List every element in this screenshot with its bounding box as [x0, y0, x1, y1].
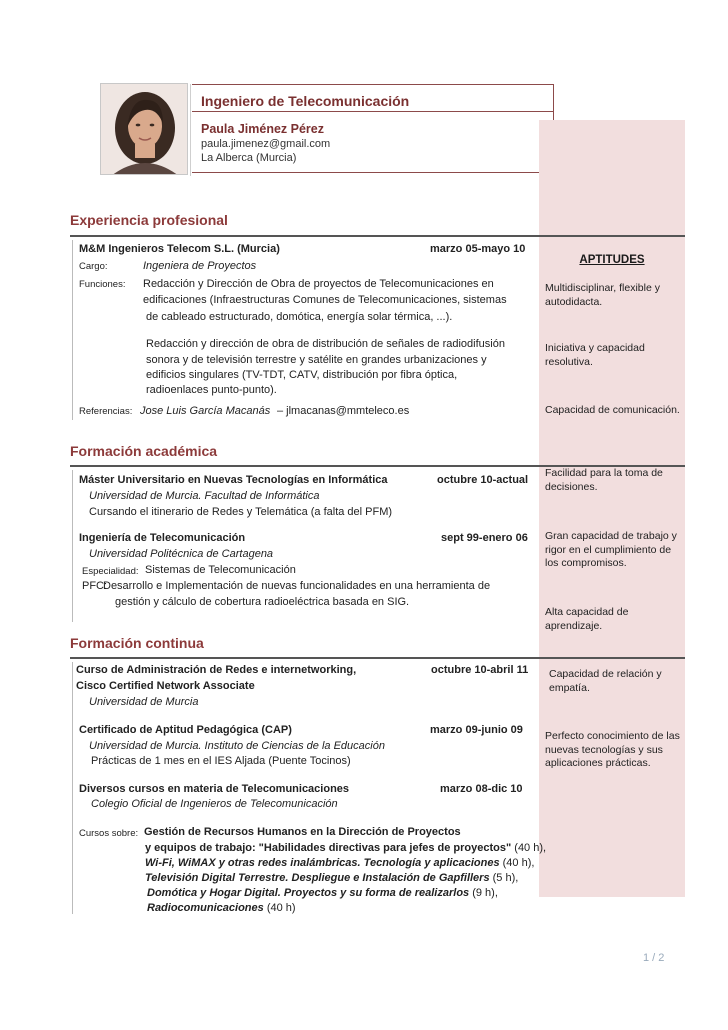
specialty-value: Sistemas de Telecomunicación	[145, 564, 296, 576]
course-item: Gestión de Recursos Humanos en la Dirección de Proyectos	[144, 826, 461, 838]
section-rule	[70, 465, 685, 467]
cargo-value: Ingeniera de Proyectos	[143, 260, 257, 272]
course-hours: (40 h),	[514, 842, 547, 854]
pfc-line: gestión y cálculo de cobertura radioeléctrica basada en SIG.	[115, 596, 410, 608]
course-hours: (9 h),	[472, 887, 498, 899]
funciones-line: Redacción y dirección de obra de distribución de señales de radiodifusión	[146, 338, 505, 350]
course-item	[147, 902, 296, 914]
telecom-courses-dates: marzo 08-dic 10	[440, 783, 523, 795]
funciones-line: edificios singulares (TV-TDT, CATV, distribución por fibra óptica,	[146, 369, 458, 381]
email-address[interactable]: paula.jimenez@gmail.com	[201, 138, 331, 150]
profile-photo	[100, 83, 188, 175]
course-name: Wi-Fi, WiMAX y otras redes inalámbricas. Tecnología y aplicaciones	[145, 857, 500, 869]
cap-school: Universidad de Murcia. Instituto de Ciencias de la Educación	[89, 740, 385, 752]
section-title-experience: Experiencia profesional	[70, 212, 228, 228]
engineering-title: Ingeniería de Telecomunicación	[79, 532, 246, 544]
aptitude-item: Capacidad de relación y empatía.	[549, 668, 662, 694]
pfc-line: Desarrollo e Implementación de nuevas funcionalidades en una herramienta de	[103, 580, 491, 592]
telecom-courses-school: Colegio Oficial de Ingenieros de Telecomunicación	[91, 798, 338, 810]
course-item	[145, 872, 518, 884]
company-name: M&M Ingenieros Telecom S.L. (Murcia)	[79, 243, 280, 255]
engineering-school: Universidad Politécnica de Cartagena	[89, 548, 274, 560]
telecom-courses-title: Diversos cursos en materia de Telecomunicaciones	[79, 783, 350, 795]
cursos-label: Cursos sobre:	[79, 828, 139, 839]
funciones-label: Funciones:	[79, 279, 126, 290]
funciones-line: sonora y de televisión terrestre y satélite en grandes urbanizaciones y	[146, 354, 487, 366]
funciones-line: de cableado estructurado, domótica, energía solar térmica, ...).	[146, 311, 453, 323]
course-name: y equipos de trabajo: "Habilidades directivas para jefes de proyectos"	[145, 842, 512, 854]
aptitude-item: Iniciativa y capacidad resolutiva.	[545, 342, 645, 368]
header-divider	[190, 84, 191, 176]
ccna-title: Curso de Administración de Redes e internetworking,	[76, 664, 357, 676]
funciones-line: edificaciones (Infraestructuras Comunes de Telecomunicaciones, sistemas	[143, 294, 507, 306]
cargo-label: Cargo:	[79, 261, 108, 272]
ccna-school: Universidad de Murcia	[89, 696, 199, 708]
aptitude-item: Facilidad para la toma de decisiones.	[545, 467, 663, 493]
aptitude-item: Gran capacidad de trabajo y rigor en el cumplimiento de los compromisos.	[545, 530, 677, 569]
referencias-label: Referencias:	[79, 406, 133, 417]
ccna-title-line2: Cisco Certified Network Associate	[76, 680, 255, 692]
course-hours: (40 h)	[266, 902, 296, 914]
section-rule	[70, 657, 685, 659]
master-school: Universidad de Murcia. Facultad de Informática	[89, 490, 320, 502]
aptitude-item: Multidisciplinar, flexible y autodidacta.	[545, 282, 660, 308]
funciones-line: Redacción y Dirección de Obra de proyectos de Telecomunicaciones en	[143, 278, 494, 290]
specialty-label: Especialidad:	[82, 566, 139, 577]
course-name: Radiocomunicaciones	[147, 902, 264, 914]
referencias-name: Jose Luis García Macanás	[140, 405, 271, 417]
funciones-line: radioenlaces punto-punto).	[146, 384, 277, 396]
section-vertical-line	[72, 470, 73, 622]
master-note: Cursando el itinerario de Redes y Telemática (a falta del PFM)	[89, 506, 393, 518]
cap-dates: marzo 09-junio 09	[430, 724, 523, 736]
master-dates: octubre 10-actual	[437, 474, 529, 486]
course-item	[147, 887, 498, 899]
ccna-dates: octubre 10-abril 11	[431, 664, 529, 676]
course-hours: (40 h),	[502, 857, 535, 869]
course-name: Televisión Digital Terrestre. Despliegue e Instalación de Gapfillers	[145, 872, 490, 884]
section-title-education: Formación académica	[70, 443, 218, 459]
location: La Alberca (Murcia)	[201, 152, 297, 164]
job-title: Ingeniero de Telecomunicación	[201, 93, 410, 109]
header-rule	[192, 111, 554, 112]
section-vertical-line	[72, 662, 73, 914]
referencias-contact[interactable]: – jlmacanas@mmteleco.es	[277, 405, 410, 417]
aptitude-item: Capacidad de comunicación.	[545, 404, 680, 416]
course-name: Domótica y Hogar Digital. Proyectos y su forma de realizarlos	[147, 887, 470, 899]
aptitudes-title: APTITUDES	[579, 254, 645, 266]
section-title-training: Formación continua	[70, 635, 204, 651]
aptitude-item: Alta capacidad de aprendizaje.	[545, 606, 629, 632]
course-item	[145, 842, 546, 854]
pfc-label: PFC:	[82, 580, 108, 592]
master-title: Máster Universitario en Nuevas Tecnologías en Informática	[79, 474, 388, 486]
engineering-dates: sept 99-enero 06	[441, 532, 528, 544]
person-name: Paula Jiménez Pérez	[201, 122, 324, 136]
aptitude-item: Perfecto conocimiento de las nuevas tecnologías y sus aplicaciones prácticas.	[545, 730, 680, 769]
page-number: 1 / 2	[643, 952, 665, 964]
section-rule	[70, 235, 685, 237]
cap-note: Prácticas de 1 mes en el IES Aljada (Puente Tocinos)	[91, 755, 351, 767]
course-hours: (5 h),	[492, 872, 519, 884]
experience-dates: marzo 05-mayo 10	[430, 243, 526, 255]
course-item	[145, 857, 534, 869]
section-vertical-line	[72, 240, 73, 420]
cap-title: Certificado de Aptitud Pedagógica (CAP)	[79, 724, 292, 736]
